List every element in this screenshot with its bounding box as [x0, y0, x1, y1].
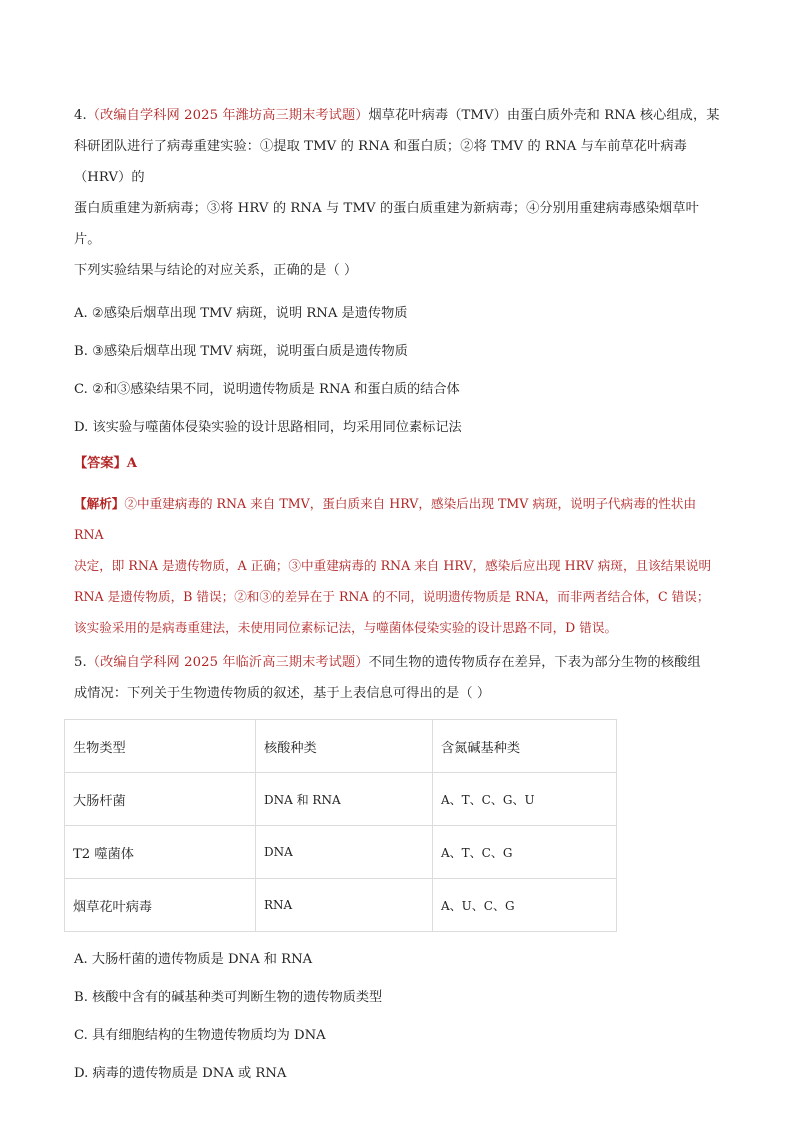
analysis-line-4: 该实验采用的是病毒重建法，未使用同位素标记法，与噬菌体侵染实验的设计思路不同，D 错误。 [74, 620, 618, 635]
table-cell: A、T、C、G [433, 826, 617, 879]
analysis-block [74, 488, 724, 643]
answer-block [74, 454, 724, 474]
question-number: 5. [74, 655, 87, 670]
question-5-option-a: A. 大肠杆菌的遗传物质是 DNA 和 RNA [74, 952, 313, 967]
document-page [74, 100, 724, 1084]
question-5-option-b: B. 核酸中含有的碱基种类可判断生物的遗传物质类型 [74, 990, 383, 1005]
table-header-row [65, 720, 617, 773]
table-cell: DNA 和 RNA [256, 773, 433, 826]
analysis-line-3: RNA 是遗传物质，B 错误；②和③的差异在于 RNA 的不同，说明遗传物质是 RNA，而非两者结合体，C 错误； [74, 589, 710, 604]
table-cell: A、U、C、G [433, 879, 617, 932]
question-4-option-d: D. 该实验与噬菌体侵染实验的设计思路相同，均采用同位素标记法 [74, 420, 462, 435]
question-number: 4. [74, 108, 87, 123]
nucleic-acid-table [64, 719, 617, 932]
table-header-cell: 生物类型 [65, 720, 256, 773]
question-4-line-3: 蛋白质重建为新病毒；③将 HRV 的 RNA 与 TMV 的蛋白质重建为新病毒；④分别用重建病毒感染烟草叶片。 [74, 201, 699, 247]
question-source: （改编自学科网 2025 年临沂高三期末考试题） [86, 655, 369, 670]
table-row [65, 773, 617, 826]
question-4-option-b: B. ③感染后烟草出现 TMV 病斑，说明蛋白质是遗传物质 [74, 344, 408, 359]
table-cell: 烟草花叶病毒 [65, 879, 256, 932]
question-4-line-4: 下列实验结果与结论的对应关系，正确的是（ ） [74, 263, 358, 278]
table-row [65, 826, 617, 879]
analysis-label: 【解析】 [74, 496, 125, 511]
stem-text: 不同生物的遗传物质存在差异，下表为部分生物的核酸组 [368, 655, 701, 670]
analysis-line-2: 决定，即 RNA 是遗传物质，A 正确；③中重建病毒的 RNA 来自 HRV，感染后应出现 HRV 病斑，且该结果说明 [74, 558, 712, 573]
question-5-line-1 [74, 647, 724, 678]
table-cell: A、T、C、G、U [433, 773, 617, 826]
table-cell: T2 噬菌体 [65, 826, 256, 879]
table-cell: 大肠杆菌 [65, 773, 256, 826]
question-source: （改编自学科网 2025 年潍坊高三期末考试题） [86, 108, 369, 123]
answer-value: A [126, 456, 137, 471]
question-5-line-2: 成情况：下列关于生物遗传物质的叙述，基于上表信息可得出的是（ ） [74, 686, 491, 701]
question-4-option-c: C. ②和③感染结果不同，说明遗传物质是 RNA 和蛋白质的结合体 [74, 382, 460, 397]
question-4-line-1 [74, 100, 724, 131]
question-4-line-2: 科研团队进行了病毒重建实验：①提取 TMV 的 RNA 和蛋白质；②将 TMV 的 RNA 与车前草花叶病毒（HRV）的 [74, 139, 687, 185]
question-4-stem [74, 100, 724, 286]
question-5-stem [74, 647, 724, 709]
question-5-option-d: D. 病毒的遗传物质是 DNA 或 RNA [74, 1066, 287, 1081]
table-cell: DNA [256, 826, 433, 879]
analysis-text: ②中重建病毒的 RNA 来自 TMV，蛋白质来自 HRV，感染后出现 TMV 病斑，说明子代病毒的性状由 RNA [74, 496, 697, 542]
table-header-cell: 含氮碱基种类 [433, 720, 617, 773]
question-5-option-c: C. 具有细胞结构的生物遗传物质均为 DNA [74, 1028, 326, 1043]
table-header-cell: 核酸种类 [256, 720, 433, 773]
answer-label: 【答案】 [74, 456, 127, 471]
table-cell: RNA [256, 879, 433, 932]
analysis-line-1 [74, 488, 724, 550]
table-row [65, 879, 617, 932]
question-4-option-a: A. ②感染后烟草出现 TMV 病斑，说明 RNA 是遗传物质 [74, 306, 408, 321]
stem-text: 烟草花叶病毒（TMV）由蛋白质外壳和 RNA 核心组成，某 [368, 108, 720, 123]
